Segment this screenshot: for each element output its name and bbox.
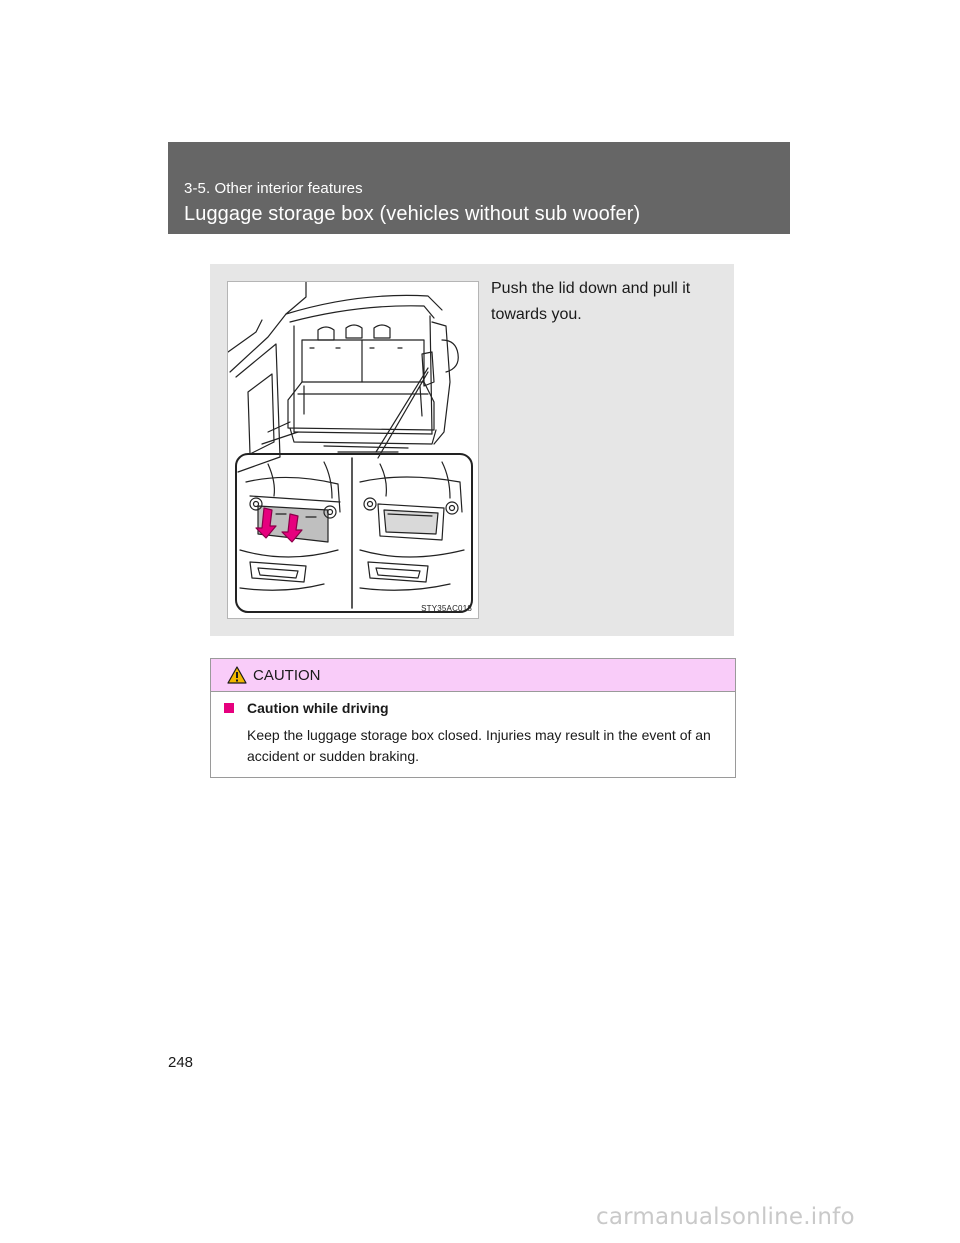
section-header (168, 142, 790, 234)
caution-header (211, 659, 735, 692)
caution-body: Keep the luggage storage box closed. Injuries may result in the event of an accident or sudden braking. (247, 727, 711, 764)
luggage-box-figure (227, 281, 479, 619)
caution-subtitle: Caution while driving (247, 700, 389, 716)
page-number: 248 (168, 1054, 194, 1071)
caution-box (210, 658, 736, 778)
warning-triangle-icon (227, 666, 247, 684)
instruction-text: Push the lid down and pull it towards you. (491, 280, 691, 323)
instruction-panel (210, 264, 734, 636)
watermark[interactable]: carmanualsonline.info (596, 1204, 855, 1230)
caution-title: CAUTION (253, 667, 321, 684)
vehicle-luggage-box-illustration (228, 282, 479, 619)
bullet-square-icon (224, 703, 234, 713)
page-title: Luggage storage box (vehicles without sub woofer) (184, 203, 641, 225)
figure-code: STY35AC018 (421, 604, 472, 613)
section-label: 3-5. Other interior features (184, 180, 363, 197)
